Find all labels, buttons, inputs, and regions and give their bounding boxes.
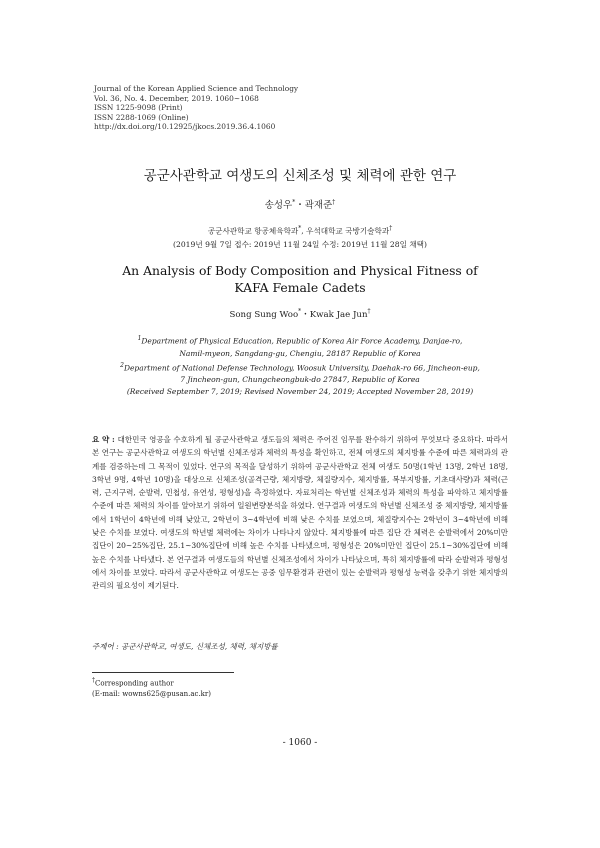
- journal-name: Journal of the Korean Applied Science and Technology: [94, 84, 299, 93]
- affil-en-mark-2: 2: [120, 361, 124, 369]
- author-2-mark: †: [332, 198, 336, 206]
- author-separator: ・: [295, 200, 305, 211]
- abstract-label: 요 약 :: [92, 435, 118, 444]
- affiliation-2-korean: , 우석대학교 국방기술학과: [301, 226, 390, 236]
- author-2-korean: 곽재준: [304, 200, 333, 211]
- affil-en-line-1: Department of Physical Education, Republic of Korea Air Force Academy, Danjae-ro,: [141, 336, 463, 346]
- authors-korean: [0, 197, 600, 211]
- author-1-english: Song Sung Woo: [229, 310, 299, 320]
- author-1-mark: *: [292, 198, 296, 206]
- corresponding-email[interactable]: (E-mail: wowns625@pusan.ac.kr): [92, 689, 211, 698]
- paper-title-english: [0, 262, 600, 296]
- footnote-mark: †: [92, 677, 95, 684]
- author-2-english: Kwak Jae Jun: [309, 310, 368, 320]
- title-en-line-1: An Analysis of Body Composition and Physical Fitness of: [122, 263, 478, 278]
- abstract: [92, 433, 508, 593]
- title-en-line-2: KAFA Female Cadets: [234, 280, 366, 295]
- dates-korean: (2019년 9월 7일 접수: 2019년 11월 24일 수정: 2019년 11월 28일 채택): [173, 239, 427, 249]
- author-1-en-mark: *: [298, 308, 302, 316]
- affil-en-mark-1: 1: [137, 335, 142, 342]
- affiliation-korean: [0, 222, 600, 251]
- affiliation-1-mark: *: [298, 225, 302, 232]
- journal-volume: Vol. 36, No. 4. December, 2019. 1060~1068: [94, 93, 259, 103]
- author-2-en-mark: †: [367, 308, 371, 316]
- paper-title-korean: 공군사관학교 여생도의 신체조성 및 체력에 관한 연구: [143, 168, 457, 184]
- footnote: [92, 676, 211, 699]
- affiliation-2-mark: †: [389, 225, 393, 232]
- journal-doi[interactable]: http://dx.doi.org/10.12925/jkocs.2019.36.4.1060: [94, 122, 276, 132]
- author-en-separator: ・: [301, 310, 310, 320]
- footnote-divider: [92, 672, 234, 673]
- authors-english: [0, 308, 600, 320]
- author-1-korean: 송성우: [264, 200, 293, 211]
- journal-issn-online: ISSN 2288-1069 (Online): [94, 112, 189, 122]
- affil-en-line-3: Department of National Defense Technology, Woosuk University, Daehak-ro 66, Jincheon-eup,: [123, 363, 480, 372]
- abstract-text: 대한민국 영공을 수호하게 될 공군사관학교 생도들의 체력은 주어진 임무를 완수하기 위하여 무엇보다 중요하다. 따라서 본 연구는 공군사관학교 여생도의 학년별 신체조성과 체력의 특성을 확인하고, 전체 여생도의 체지방률 수준에 따른 체력과의 관계를 검증하는데 그 목적이 있었다. 연구의 목적을 달성하기 위하여 공군사관학교 전체 여생도 50명(1학년 13명, 2학년 18명, 3학년 9명, 4학년 10명)을 대상으로 신체조성(골격근량, 체지방량, 체질량지수, 체지방률, 복부지방률, 기초대사량)과 체력(근력, 근지구력, 순발력, 민첩성, 유연성, 평형성)을 측정하였다. 자료처리는 학년별 신체조성과 체력의 특성을 파악하고 체지방률 수준에 따른 체력의 차이를 알아보기 위하여 일원변량분석을 하였다. 연구결과 여생도의 학년별 신체조성 중 체지방량, 체지방률에서 1학년이 4학년에 비해 낮았고, 2학년이 3~4학년에 비해 낮은 수치를 보였으며, 체질량지수는 2학년이 3~4학년에 비해 낮은 수치를 보였다. 여생도의 학년별 체력에는 차이가 나타나지 않았다. 체지방률에 따른 집단 간 체력은 순발력에서 20%미만 집단이 20~25%집단, 25.1~30%집단에 비해 높은 수치를 나타냈으며, 평형성은 20%미만인 집단이 25.1~30%집단에 비해 높은 수치를 나타냈다. 본 연구결과 여생도들의 학년별 신체조성에서 차이가 나타났으며, 특히 체지방률에 따라 순발력과 평형성에서 차이를 보였다. 따라서 공군사관학교 여생도는 공중 임무환경과 관련이 있는 순발력과 평형성 능력을 갖추기 위한 체지방의 관리의 필요성이 제기된다.: [92, 435, 509, 591]
- affil-en-line-4: 7 Jincheon-gun, Chungcheongbuk-do 27847, Republic of Korea: [180, 375, 420, 384]
- journal-issn-print: ISSN 1225-9098 (Print): [94, 103, 183, 113]
- corresponding-author-label: Corresponding author: [95, 679, 174, 688]
- journal-header: [94, 84, 298, 132]
- dates-english: (Received September 7, 2019; Revised November 24, 2019; Accepted November 28, 2019): [126, 387, 474, 396]
- affil-en-line-2: Namil-myeon, Sangdang-gu, Chengiu, 28187 Republic of Korea: [179, 348, 421, 358]
- affiliation-english: [0, 333, 600, 398]
- keywords: 주제어 : 공군사관학교, 여생도, 신체조성, 체력, 체지방률: [92, 642, 278, 651]
- page-number: - 1060 -: [282, 738, 318, 748]
- affiliation-1-korean: 공군사관학교 항공체육학과: [207, 226, 299, 236]
